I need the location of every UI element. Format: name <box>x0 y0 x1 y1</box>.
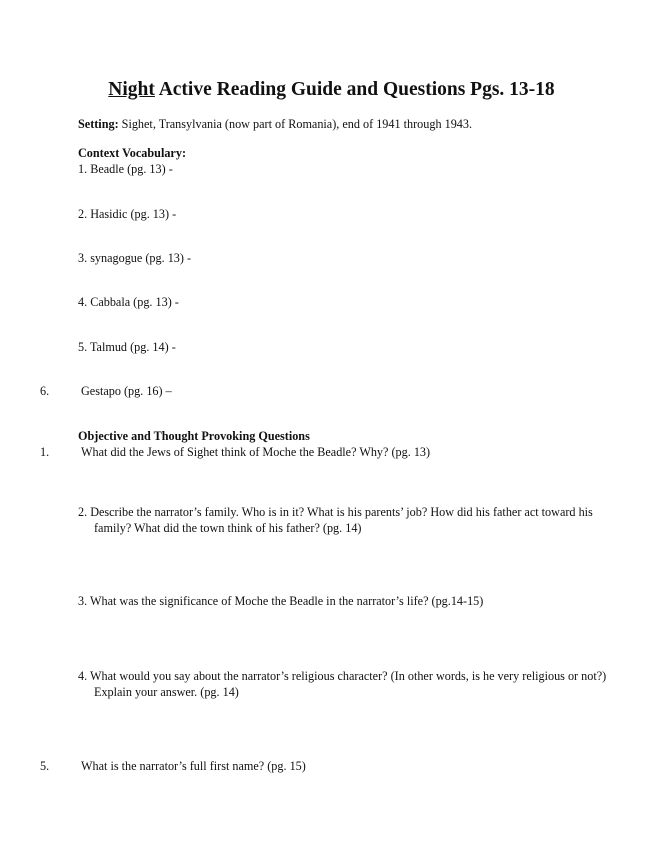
question-1-number: 1. <box>40 445 50 459</box>
question-4-text: 4. What would you say about the narrator’s religious character? (In other words, is he very religious or not?) Explain your answer. (pg. 14) <box>78 669 607 699</box>
vocab-item-talmud: 5. Talmud (pg. 14) - <box>78 340 176 354</box>
question-5-number: 5. <box>40 759 50 773</box>
book-title: Night <box>108 79 155 100</box>
setting-line <box>78 117 472 132</box>
title-rest: Active Reading Guide and Questions Pgs. 13-18 <box>154 79 555 100</box>
vocab-item-cabbala: 4. Cabbala (pg. 13) - <box>78 295 179 309</box>
question-5-text: What is the narrator’s full first name? (pg. 15) <box>81 759 306 773</box>
question-3-text: 3. What was the significance of Moche the Beadle in the narrator’s life? (pg.14-15) <box>78 594 484 608</box>
page-title <box>0 79 663 101</box>
setting-text: Sighet, Transylvania (now part of Romania), end of 1941 through 1943. <box>118 117 473 131</box>
setting-label: Setting: <box>78 117 119 131</box>
vocab-item-hasidic: 2. Hasidic (pg. 13) - <box>78 207 177 221</box>
vocab-item-beadle: 1. Beadle (pg. 13) - <box>78 162 173 176</box>
question-1-text: What did the Jews of Sighet think of Moche the Beadle? Why? (pg. 13) <box>81 445 431 459</box>
vocab-item-synagogue: 3. synagogue (pg. 13) - <box>78 251 192 265</box>
vocab-item-gestapo-number: 6. <box>40 384 50 398</box>
vocabulary-heading: Context Vocabulary: <box>78 146 186 160</box>
questions-heading: Objective and Thought Provoking Questions <box>78 429 310 443</box>
question-2-text: 2. Describe the narrator’s family. Who is in it? What is his parents’ job? How did his father act toward his family? What did the town think of his father? (pg. 14) <box>78 505 593 535</box>
vocab-item-gestapo: Gestapo (pg. 16) – <box>81 384 172 398</box>
